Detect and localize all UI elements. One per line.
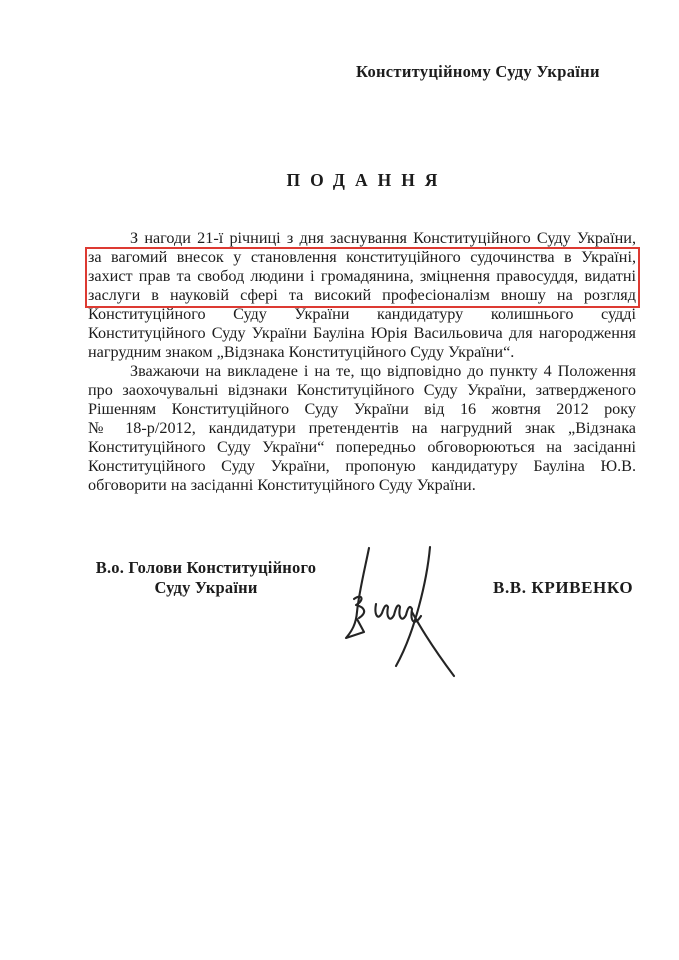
- signatory-position: [90, 558, 322, 598]
- body-line: Конституційного Суду України, пропоную кандидатуру Бауліна Ю.В.: [88, 457, 636, 475]
- body-line: З нагоди 21-ї річниці з дня заснування Конституційного Суду України,: [130, 229, 636, 247]
- body-line: нагрудним знаком „Відзнака Конституційного Суду України“.: [88, 343, 515, 361]
- handwritten-signature-image: [333, 542, 465, 680]
- recipient-line: Конституційному Суду України: [356, 62, 600, 81]
- document-title: ПОДАННЯ: [286, 170, 448, 190]
- body-line: Конституційного Суду України кандидатуру колишнього судді: [88, 305, 636, 323]
- signatory-position-line1: В.о. Голови Конституційного: [95, 558, 317, 577]
- body-line: Зважаючи на викладене і на те, що відповідно до пункту 4 Положення: [130, 362, 636, 380]
- body-line: № 18-р/2012, кандидатури претендентів на нагрудний знак „Відзнака: [88, 419, 636, 437]
- body-line: захист прав та свобод людини і громадянина, зміцнення правосуддя, видатні: [88, 267, 636, 285]
- body-line: про заохочувальні відзнаки Конституційного Суду України, затвердженого: [88, 381, 636, 399]
- body-line: Рішенням Конституційного Суду України від 16 жовтня 2012 року: [88, 400, 636, 418]
- signatory-position-line2: Суду України: [154, 578, 258, 597]
- document-body: [88, 229, 636, 495]
- signatory-name: В.В. КРИВЕНКО: [493, 578, 634, 597]
- body-line: за вагомий внесок у становлення конституційного судочинства в Україні,: [88, 248, 636, 266]
- body-line: Конституційного Суду України“ попередньо обговорюються на засіданні: [88, 438, 636, 456]
- body-line: обговорити на засіданні Конституційного Суду України.: [88, 476, 476, 494]
- body-line: заслуги в науковій сфері та високий професіоналізм вношу на розгляд: [88, 286, 636, 304]
- body-line: Конституційного Суду України Бауліна Юрія Васильовича для нагородження: [88, 324, 636, 342]
